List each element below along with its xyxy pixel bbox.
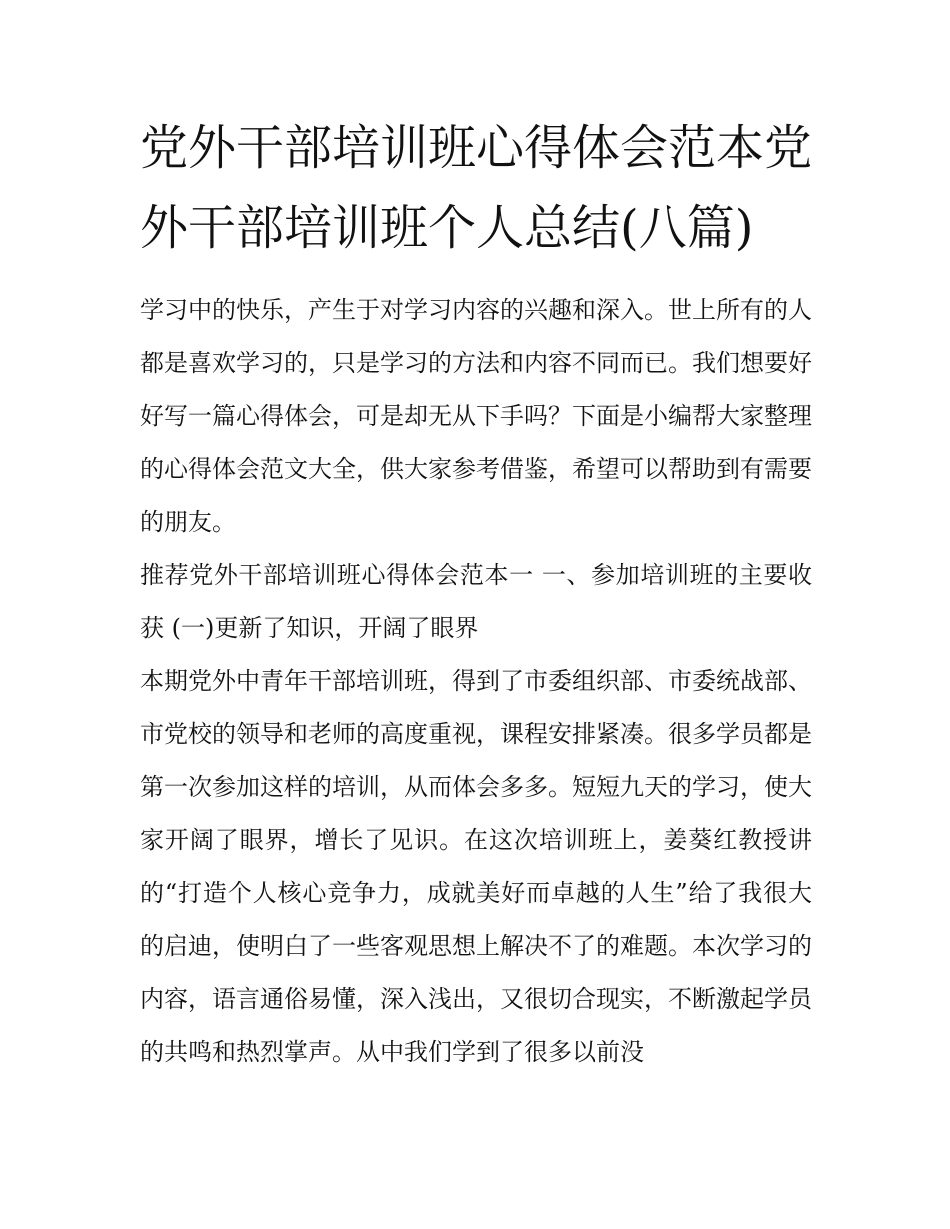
paragraph-body: 本期党外中青年干部培训班，得到了市委组织部、市委统战部、市党校的领导和老师的高度重视，课程安排紧凑。很多学员都是第一次参加这样的培训，从而体会多多。短短九天的学习，使大家开阔了眼界，增长了见识。在这次培训班上，姜葵红教授讲的“打造个人核心竞争力，成就美好而卓越的人生”给了我很大的启迪，使明白了一些客观思想上解决不了的难题。本次学习的内容，语言通俗易懂，深入浅出，又很切合现实，不断激起学员的共鸣和热烈掌声。从中我们学到了很多以前没: [140, 667, 812, 1066]
document-title: 党外干部培训班心得体会范本党外干部培训班个人总结(八篇): [140, 120, 813, 256]
document-page: [140, 108, 812, 1079]
paragraph-section-heading: 推荐党外干部培训班心得体会范本一 一、参加培训班的主要收获 (一)更新了知识，开阔了眼界: [140, 561, 812, 642]
paragraph-intro: 学习中的快乐，产生于对学习内容的兴趣和深入。世上所有的人都是喜欢学习的，只是学习的方法和内容不同而已。我们想要好好写一篇心得体会，可是却无从下手吗？下面是小编帮大家整理的心得体会范文大全，供大家参考借鉴，希望可以帮助到有需要的朋友。: [140, 296, 812, 536]
